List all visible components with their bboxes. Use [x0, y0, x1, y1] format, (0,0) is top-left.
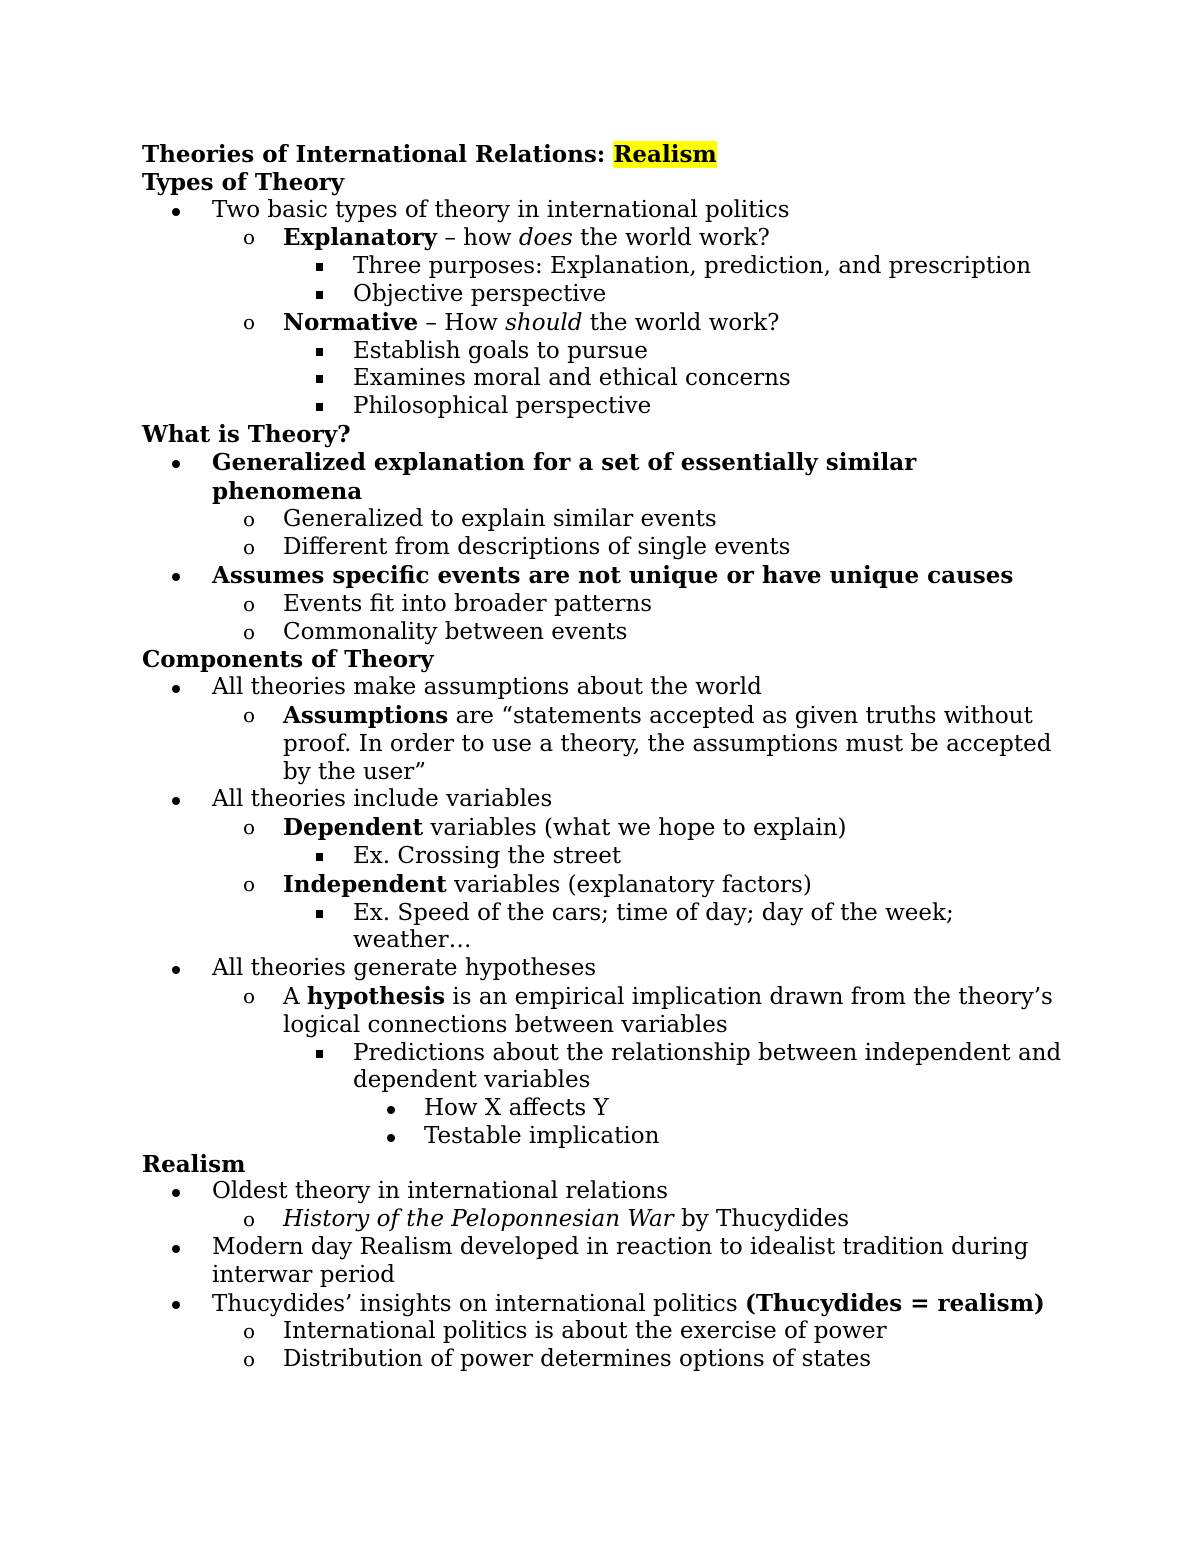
list-item: o Different from descriptions of single events: [142, 534, 1062, 562]
bullet-circle-icon: [243, 871, 255, 899]
list-item: All theories generate hypotheses: [212, 955, 597, 982]
bullet-circle-icon: [243, 224, 255, 252]
list-item: o Independent variables (explanatory factors): [142, 871, 1062, 900]
list-item: o International politics is about the exercise of power: [142, 1318, 1062, 1346]
list-item: Thucydides’ insights on international politics (Thucydides = realism): [212, 1289, 1045, 1317]
list-item: Three purposes: Explanation, prediction, and prescription: [353, 253, 1032, 280]
bullet-circle-icon: [243, 534, 255, 562]
list-item: o Distribution of power determines options of states: [142, 1346, 1062, 1374]
list-item: o Commonality between events: [142, 619, 1062, 647]
list-item: o Generalized to explain similar events: [142, 506, 1062, 534]
list-item: o Dependent variables (what we hope to explain): [142, 814, 1062, 843]
list-item: o Assumptions are “statements accepted as given truths without proof. In order to use a theory, the assumptions must be accepted by the user”: [142, 702, 1062, 786]
bullet-circle-icon: [243, 983, 255, 1011]
bullet-circle-icon: [243, 702, 255, 730]
list-item: Oldest theory in international relations: [212, 1178, 669, 1205]
list-item: All theories make assumptions about the world: [212, 674, 762, 701]
section-heading-components: Components of Theory: [142, 646, 434, 674]
realism-list: [142, 1178, 1062, 1374]
list-item: Testable implication: [424, 1122, 660, 1149]
document-title: [142, 141, 1062, 169]
bullet-circle-icon: [243, 591, 255, 619]
bullet-circle-icon: [243, 1206, 255, 1234]
bullet-circle-icon: [243, 506, 255, 534]
list-item: Philosophical perspective: [353, 393, 652, 420]
list-item: o Explanatory – how does the world work?: [142, 224, 1062, 253]
title-prefix: Theories of International Relations:: [142, 141, 614, 168]
list-item: Generalized explanation for a set of essentially similar phenomena: [212, 448, 917, 505]
list-item: Ex. Crossing the street: [353, 842, 622, 869]
what-is-theory-list: [142, 449, 1062, 647]
document-page: [142, 141, 1062, 1374]
section-heading-what-is-theory: What is Theory?: [142, 420, 351, 448]
section-heading-types: Types of Theory: [142, 168, 345, 196]
list-item: Assumes specific events are not unique or have unique causes: [212, 561, 1014, 589]
list-item: Objective perspective: [353, 280, 607, 307]
list-item: All theories include variables: [212, 786, 553, 813]
list-item: How X affects Y: [424, 1095, 609, 1122]
list-item: o Normative – How should the world work?: [142, 309, 1062, 338]
bullet-circle-icon: [243, 1346, 255, 1374]
bullet-circle-icon: [243, 1318, 255, 1346]
title-highlight: Realism: [613, 141, 717, 168]
components-list: [142, 674, 1062, 1151]
section-heading-realism: Realism: [142, 1150, 246, 1178]
bullet-circle-icon: [243, 309, 255, 337]
list-item: Examines moral and ethical concerns: [353, 365, 791, 392]
list-item: Establish goals to pursue: [353, 337, 648, 364]
list-item: Ex. Speed of the cars; time of day; day of the week; weather…: [353, 899, 954, 954]
list-item: o Events fit into broader patterns: [142, 591, 1062, 619]
list-item: Predictions about the relationship between independent and dependent variables: [353, 1039, 1062, 1094]
bullet-circle-icon: [243, 814, 255, 842]
list-item: o A hypothesis is an empirical implication drawn from the theory’s logical connections between variables: [142, 983, 1062, 1040]
bullet-circle-icon: [243, 619, 255, 647]
types-list: [142, 197, 1062, 421]
list-item: Two basic types of theory in international politics: [212, 196, 790, 223]
list-item: Modern day Realism developed in reaction to idealist tradition during interwar period: [212, 1234, 1029, 1288]
list-item: o History of the Peloponnesian War by Thucydides: [142, 1206, 1062, 1234]
